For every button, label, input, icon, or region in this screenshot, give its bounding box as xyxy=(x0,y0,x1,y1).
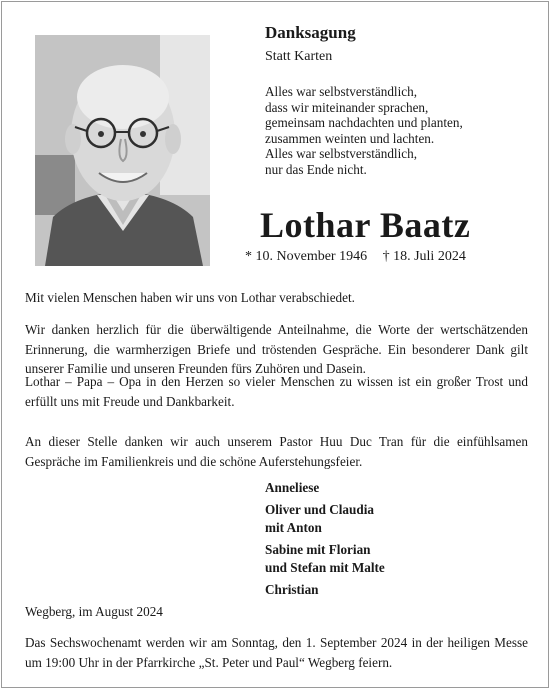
life-dates xyxy=(245,249,466,265)
paragraph: Mit vielen Menschen haben wir uns von Lothar verabschiedet. xyxy=(25,290,355,305)
signer-line: Sabine mit Florian xyxy=(265,541,371,557)
signer-line: Oliver und Claudia xyxy=(265,501,374,517)
obituary-notice xyxy=(1,1,549,688)
signer-line: mit Anton xyxy=(265,520,322,535)
signer xyxy=(265,541,385,578)
signer xyxy=(265,479,385,498)
poem-line: nur das Ende nicht. xyxy=(265,161,367,177)
signer-line: Anneliese xyxy=(265,480,320,495)
place-date: Wegberg, im August 2024 xyxy=(25,604,163,619)
signers-list xyxy=(265,479,385,602)
poem-line: gemeinsam nachdachten und planten, xyxy=(265,115,463,131)
notice-title: Danksagung xyxy=(265,23,356,42)
birth-date: * 10. November 1946 xyxy=(245,249,368,264)
paragraph: Wir danken herzlich für die überwältigende Anteilnahme, die Worte der wertschätzenden Erinnerung, die warmherzigen Briefe und tröstenden Gespräche. Ein besonderer Dank gilt unserer Familie und unseren Freunden fürs Zuhören und Dasein. xyxy=(25,322,528,376)
notice-subtitle: Statt Karten xyxy=(265,49,333,64)
poem-line: dass wir miteinander sprachen, xyxy=(265,99,429,115)
deceased-name: Lothar Baatz xyxy=(260,205,471,245)
poem-line: Alles war selbstverständlich, xyxy=(265,146,417,162)
signer xyxy=(265,581,385,600)
signer-line: und Stefan mit Malte xyxy=(265,560,385,575)
poem-line: Alles war selbstverständlich, xyxy=(265,84,417,99)
paragraph: Lothar – Papa – Opa in den Herzen so vieler Menschen zu wissen ist ein großer Trost und erfüllt uns mit Freude und Dankbarkeit. xyxy=(25,374,528,409)
poem xyxy=(265,84,463,178)
poem-line: zusammen weinten und lachten. xyxy=(265,130,435,146)
signer xyxy=(265,501,385,538)
portrait-illustration xyxy=(35,35,210,266)
memorial-mass-note: Das Sechswochenamt werden wir am Sonntag, den 1. September 2024 in der heiligen Messe um 19:00 Uhr in der Pfarrkirche „St. Peter und Paul“ Wegberg feiern. xyxy=(25,635,528,670)
paragraph: An dieser Stelle danken wir auch unserem Pastor Huu Duc Tran für die einfühlsamen Gespräche im Familienkreis und die schöne Auferstehungsfeier. xyxy=(25,434,528,469)
portrait-photo xyxy=(35,35,210,266)
death-date: † 18. Juli 2024 xyxy=(382,249,466,264)
signer-line: Christian xyxy=(265,581,319,597)
